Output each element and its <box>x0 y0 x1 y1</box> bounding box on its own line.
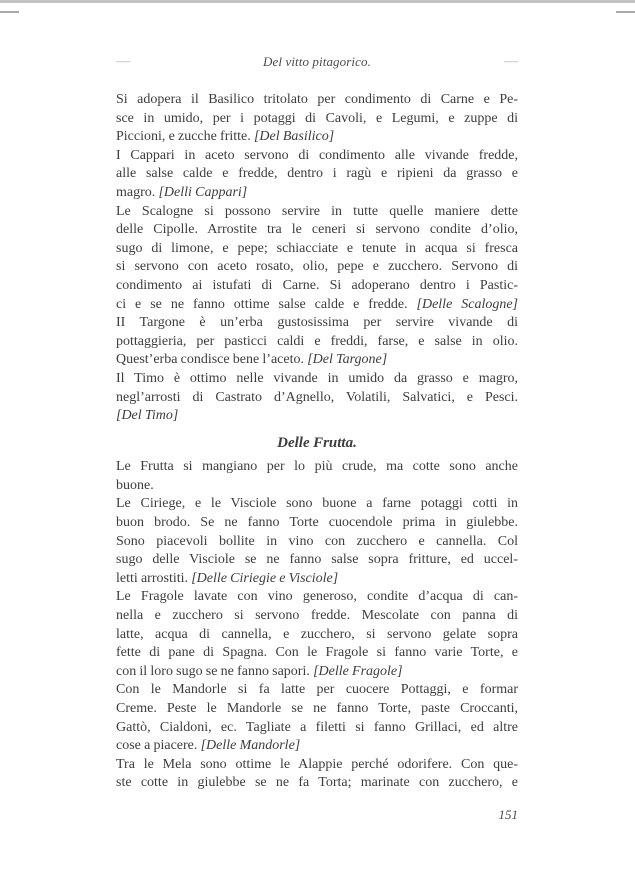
text-segment: letti arrostiti. <box>116 570 192 586</box>
running-title: Del vitto pitagorico. <box>263 54 371 69</box>
page-body-text <box>116 91 518 793</box>
citation-label: [Del Timo] <box>116 408 179 424</box>
text-segment: buon brodo. Se ne fanno Torte cuocendole prima in giulebbe. <box>116 515 518 531</box>
top-right-rule <box>616 11 635 13</box>
text-line <box>116 477 518 496</box>
text-segment: Le Fragole lavate con vino generoso, condite d’acqua di can- <box>116 589 518 605</box>
text-line <box>116 110 518 129</box>
section-heading: Delle Frutta. <box>277 434 357 451</box>
citation-label: [Del Targone] <box>307 352 388 368</box>
text-line-with-citation <box>116 128 518 147</box>
paragraph <box>116 681 518 755</box>
paragraph <box>116 203 518 315</box>
text-line <box>116 333 518 352</box>
text-line <box>116 91 518 110</box>
text-segment: Quest’erba condisce bene l’aceto. <box>116 352 308 368</box>
text-line <box>116 314 518 333</box>
text-line-with-citation <box>116 663 518 682</box>
paragraph <box>116 91 518 147</box>
text-segment: sugo di limone, e pepe; schiacciate e tenute in acqua si fresca <box>116 240 518 256</box>
text-segment: sugo delle Visciole se ne fanno salse sopra fritture, ed uccel- <box>116 552 518 568</box>
text-line <box>116 588 518 607</box>
text-segment: Le Ciriege, e le Visciole sono buone a farne potaggi cotti in <box>116 496 518 512</box>
text-line <box>116 551 518 570</box>
citation-label: [Delle Mandorle] <box>200 738 301 754</box>
text-line <box>116 258 518 277</box>
text-line <box>116 644 518 663</box>
text-line <box>116 240 518 259</box>
text-segment: condimento ai istufati di Carne. Si adoperano dentro i Pastic- <box>116 277 518 293</box>
text-line <box>116 514 518 533</box>
text-line <box>116 147 518 166</box>
paragraph <box>116 370 518 426</box>
text-segment: Tra le Mela sono ottime le Alappie perché odorifere. Con que- <box>116 756 518 772</box>
text-segment: delle Cipolle. Arrostite tra le ceneri si servono condite d’olio, <box>116 222 518 238</box>
text-segment: ci e se ne fanno ottime salse calde e fredde. <box>116 296 417 312</box>
text-line-with-citation <box>116 737 518 756</box>
citation-label: [Delle Ciriegie e Visciole] <box>191 570 339 586</box>
text-segment: cose a piacere. <box>116 738 201 754</box>
text-segment: negl’arrosti di Castrato d’Agnello, Volatili, Salvatici, e Pesci. <box>116 389 518 405</box>
text-segment: Sono piacevoli bollite in vino con zucchero e cannella. Col <box>116 533 518 549</box>
text-segment: Creme. Peste le Mandorle se ne fanno Torte, paste Croccanti, <box>116 701 518 716</box>
text-segment: buone. <box>116 477 154 493</box>
header-right-dash: — <box>503 54 518 69</box>
text-segment: Piccioni, e zucche fritte. <box>116 129 254 145</box>
text-segment: magro. <box>116 184 159 200</box>
citation-label: [Delle Scalogne] <box>416 296 518 312</box>
text-line-with-citation <box>116 351 518 370</box>
text-line <box>116 370 518 389</box>
paragraph <box>116 314 518 370</box>
text-segment: si servono con aceto rosato, olio, pepe e zucchero. Servono di <box>116 259 518 275</box>
paragraph <box>116 147 518 203</box>
text-line <box>116 221 518 240</box>
text-segment: II Targone è un’erba gustosissima per servire vivande di <box>116 315 518 331</box>
text-segment: pottaggieria, per pasticci caldi e freddi, farse, e salse in olio. <box>116 333 518 349</box>
text-segment: latte, acqua di cannella, e zucchero, si servono gelate sopra <box>116 626 518 642</box>
text-line <box>116 719 518 738</box>
top-edge-strip <box>0 0 635 3</box>
paragraph <box>116 756 518 793</box>
paragraph <box>116 458 518 495</box>
text-line <box>116 277 518 296</box>
paragraph <box>116 588 518 681</box>
text-segment: I Cappari in aceto servono di condimento alle vivande fredde, <box>116 147 518 163</box>
text-line <box>116 626 518 645</box>
text-segment: Le Frutta si mangiano per lo più crude, ma cotte sono anche <box>116 459 518 475</box>
text-line <box>116 533 518 552</box>
text-segment: Le Scalogne si possono servire in tutte quelle maniere dette <box>116 203 518 219</box>
text-line <box>116 407 518 426</box>
text-segment: Si adopera il Basilico tritolato per condimento di Carne e Pe- <box>116 92 518 107</box>
text-segment: alle salse calde e fredde, dentro i ragù e ripieni da grasso e <box>116 166 518 182</box>
text-segment: Con le Mandorle si fa latte per cuocere Pottaggi, e formar <box>116 682 518 698</box>
text-segment: ste cotte in giulebbe se ne fa Torta; marinate con zucchero, e <box>116 775 518 791</box>
citation-label: [Delle Fragole] <box>313 663 403 679</box>
text-line-with-citation <box>116 184 518 203</box>
text-segment: con il loro sugo se ne fanno sapori. <box>116 663 314 679</box>
text-line-with-citation <box>116 296 518 315</box>
citation-label: [Del Basilico] <box>253 129 335 145</box>
text-line <box>116 495 518 514</box>
text-line-with-citation <box>116 570 518 589</box>
text-line <box>116 165 518 184</box>
paragraph <box>116 495 518 588</box>
header-left-dash: — <box>116 54 130 69</box>
text-segment: Il Timo è ottimo nelle vivande in umido da grasso e magro, <box>116 370 518 386</box>
top-left-rule <box>0 11 19 13</box>
text-line <box>116 700 518 719</box>
text-line <box>116 389 518 408</box>
text-line <box>116 607 518 626</box>
text-line <box>116 203 518 222</box>
text-line <box>116 756 518 775</box>
citation-label: [Delli Cappari] <box>158 184 248 200</box>
text-line <box>116 774 518 793</box>
page-number: 151 <box>498 807 518 822</box>
text-segment: Gattò, Cialdoni, ec. Tagliate a filetti si fanno Grillaci, ed altre <box>116 719 518 735</box>
text-line <box>116 458 518 477</box>
text-line <box>116 681 518 700</box>
text-segment: sce in umido, per i potaggi di Cavoli, e Legumi, e zuppe di <box>116 110 518 126</box>
running-header <box>116 53 518 71</box>
text-segment: nella e zucchero si servono fredde. Mescolate con panna di <box>116 608 518 624</box>
text-segment: fette di pane di Spagna. Con le Fragole si fanno varie Torte, e <box>116 645 518 661</box>
